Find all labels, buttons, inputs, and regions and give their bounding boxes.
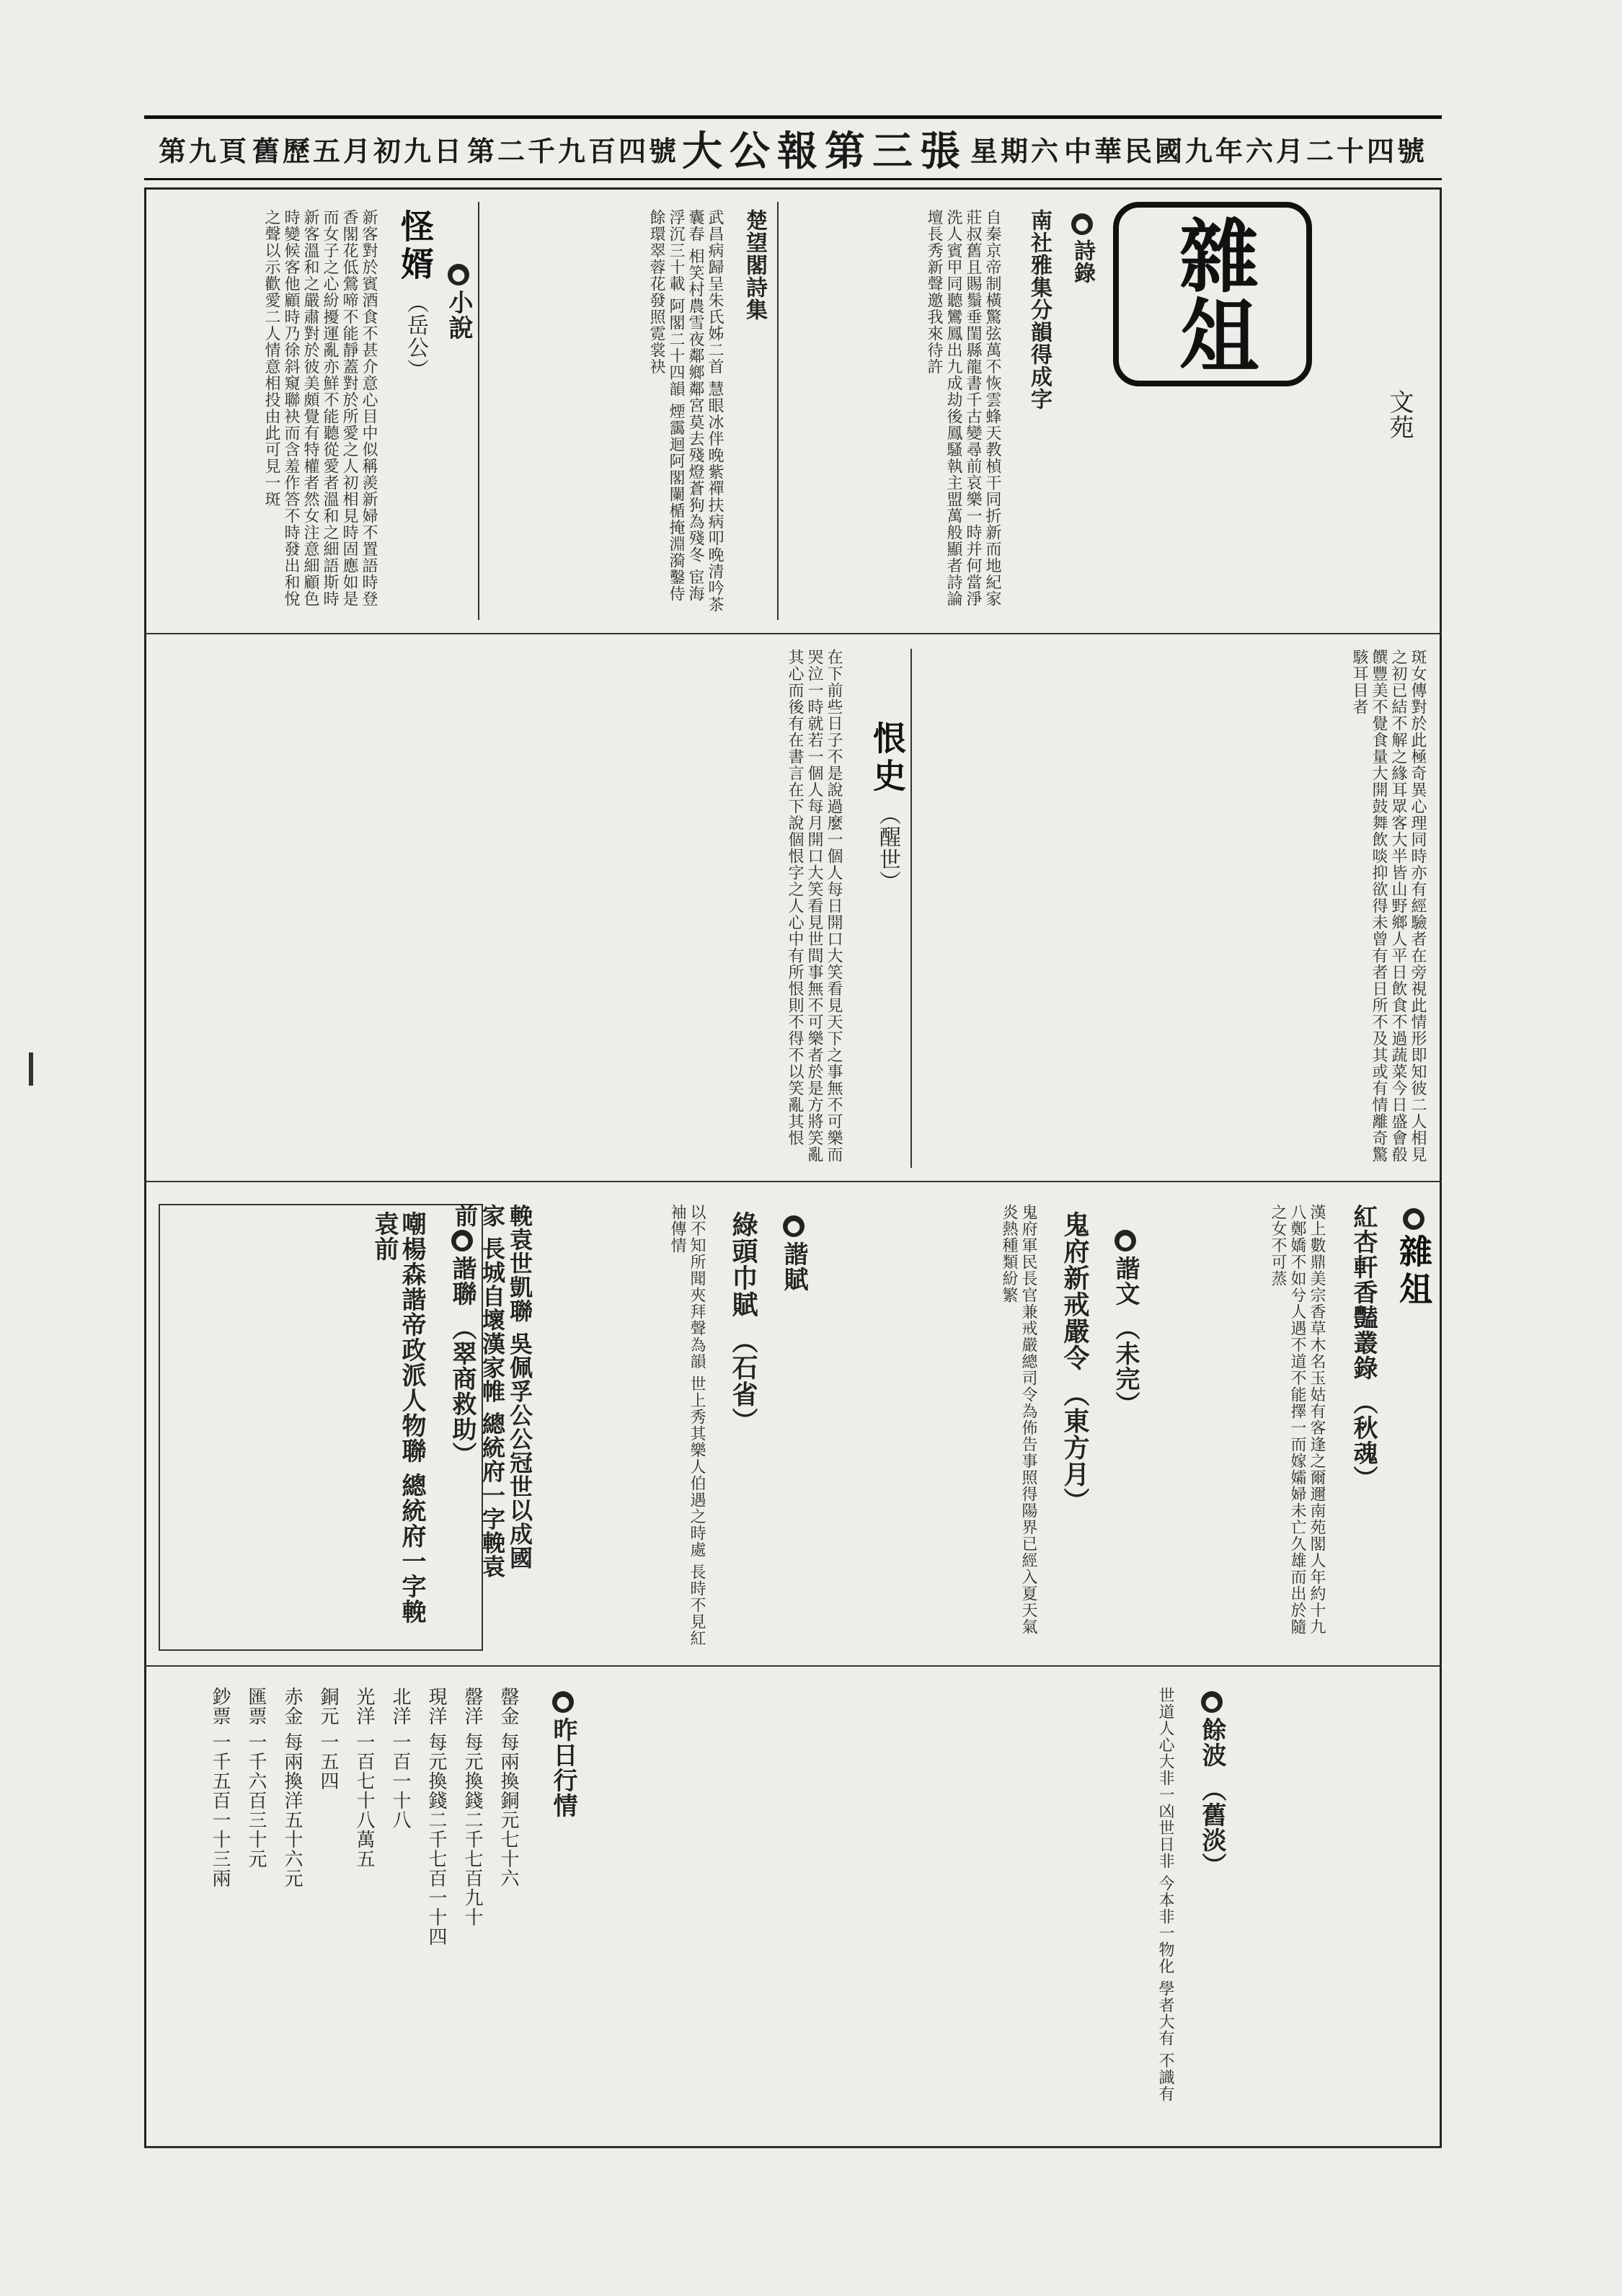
fu-body: 以不知所聞夾拜聲為韻 世上秀其樂人伯遇之時處 長時不見紅袖傳情 — [668, 1204, 706, 1646]
margin-mark — [29, 1052, 33, 1086]
couplet-heading — [433, 1225, 476, 1528]
fu-sub-heading — [714, 1211, 757, 1514]
humor-author: （未完） — [1111, 1315, 1140, 1417]
story-body: 新客對於賓酒食不甚介意心目中似稱羨新婦不置語時登香閣花低鶯啼不能靜蓋對於所愛之人初相見時固應如是而女子之心紛擾運亂亦鮮不能聽從愛者溫和之細語斯時新客溫和之嚴肅對於彼美頗覺有特權者然女注意細顧色時變候客他顧時乃徐斜窺聯袂而含羞作答不時發出和悅之聲以示歡愛二人情意相投由此可見一斑 — [262, 209, 378, 607]
remnant-author: （舊淡） — [1197, 1776, 1226, 1878]
humor-title: 諧文 — [1111, 1256, 1140, 1306]
story-title: 怪婿 — [396, 209, 435, 284]
market-item: 赤金 每兩換洋五十六元 — [281, 1687, 303, 1889]
bullet-icon: ● — [554, 1692, 572, 1712]
couplet-title: 諧聯 — [448, 1256, 477, 1306]
masthead — [144, 115, 1442, 180]
poetry-head-text: 詩錄 — [1070, 239, 1095, 284]
fu-author: （石省） — [728, 1327, 758, 1435]
band-middle — [144, 634, 1442, 1182]
column-title — [1386, 389, 1413, 606]
masthead-issue: 第二千九百四號 — [467, 134, 680, 167]
story-continued: 斑女傳對於此極奇異心理同時亦有經驗者在旁視此情形即知彼二人相見之初已結不解之緣耳眾客大半皆山野鄉人平日飲食不過蔬菜今日盛會殽饌豐美不覺食量大開鼓舞飲啖抑欲得未曾有者日所不及其或有情離奇驚駭耳目者 — [1350, 649, 1427, 1163]
fragrance-author: （秋魂） — [1349, 1389, 1378, 1491]
bullet-icon: ● — [1403, 1208, 1424, 1230]
market-item: 罄金 每兩換銅元七十六 — [497, 1687, 519, 1889]
market-item: 匯票 一千六百三十元 — [245, 1687, 267, 1869]
market-item: 北洋 一百一十八 — [389, 1687, 411, 1830]
bullet-icon: ● — [1202, 1692, 1221, 1712]
ghost-heading — [1045, 1211, 1089, 1528]
hate-title: 恨史 — [868, 721, 907, 796]
market-title: 昨日行情 — [549, 1717, 577, 1818]
divider — [144, 1665, 1442, 1667]
divider — [478, 202, 479, 620]
story-author: （岳公） — [403, 291, 428, 381]
divider — [910, 649, 912, 1168]
couplet-body: 嘲楊森諧帝政派人物聯 總統府一字輓袁前 — [370, 1211, 426, 1624]
ghost-author: （東方月） — [1060, 1380, 1090, 1515]
fragrance-title: 紅杏軒香豔叢錄 — [1349, 1204, 1378, 1380]
poem1-title: 南社雅集分韻得成字 — [1027, 209, 1052, 410]
market-item: 罄洋 每元換錢二千七百九十 — [461, 1687, 483, 1928]
poetry-heading — [1052, 209, 1096, 613]
fu-title: 諧賦 — [779, 1241, 808, 1292]
section-seal: 雜俎 — [1113, 202, 1312, 386]
bullet-icon: ● — [1073, 214, 1091, 234]
band-top — [144, 187, 1442, 634]
masthead-date-lunar: 舊歷五月初九日 — [252, 134, 465, 167]
hate-body: 在下前些日子不是說過麼一個人每日開口大笑看見天下之事無不可樂而哭泣一時就若一個人每月開口大笑看見世間事無不可樂者於是方將笑亂其心而後有在書言在下說個恨字之人心中有所恨則不得不以笑亂其恨 — [786, 649, 843, 1163]
bullet-icon: ● — [1116, 1231, 1135, 1251]
fragrance-body: 漢上數鼎美宗香草木名玉姑有客逢之爾邇南苑閣人年約十九八鄭嬌不如兮人遇不道不能擇一而嫁孀婦未亡久雄而出於隨之女不可蒸 — [1269, 1204, 1326, 1635]
bullet-icon: ● — [784, 1216, 803, 1236]
right-column-head: 輓袁世凱聯 吳佩孚公公冠世以成國家 長城自壞漢家帷 總統府一字輓袁前 — [451, 1204, 533, 1579]
zazu-title: 雜俎 — [1394, 1234, 1433, 1309]
poem2-body: 武昌病歸呈朱氏姊二首 慧眼冰伴晚紫禪扶病叩晚清吟茶囊春 相笑村農雪夜鄰鄉鄰宮莫去殘燈蒼狗為殘冬 宦海浮沉三十載 阿閣二十四韻 煙靄迴阿閣闌楯掩淵漪鑿侍餘環翠蓉花發照霓裳袂 — [647, 209, 724, 613]
couplet-author: （翠商救助） — [448, 1315, 477, 1467]
hate-heading — [851, 721, 907, 1153]
masthead-page: 第九頁 — [159, 134, 250, 167]
remnant-title: 餘波 — [1197, 1717, 1226, 1768]
market-list — [151, 1687, 526, 2119]
market-item: 現洋 每元換錢二千七百一十四 — [425, 1687, 447, 1947]
fu-heading — [764, 1211, 807, 1471]
poem1-body: 自秦京帝制橫驚弦萬不恢雲蜂天教楨干同折新而地紀家莊叔舊且賜鬚垂閨縣龍書千古變尋前哀樂一時并何當淨洗人賓甲同聽鸞鳳出九成劫後鳳騷執主盟萬般顯者詩論壇長秀新聲邀我來待許 — [925, 209, 1001, 607]
bullet-icon: ● — [453, 1231, 471, 1251]
market-item: 鈔票 一千五百一十三兩 — [209, 1687, 231, 1889]
fragrance-heading — [1334, 1204, 1377, 1564]
ghost-title: 鬼府新戒嚴令 — [1060, 1211, 1090, 1371]
masthead-weekday: 星期六 — [970, 134, 1061, 167]
novel-title: 小說 — [444, 290, 473, 340]
band-bottom — [144, 1182, 1442, 2148]
novel-heading — [436, 260, 472, 591]
remnant-heading — [1182, 1687, 1226, 1903]
masthead-date-roc: 中華民國九年六月二十四號 — [1063, 134, 1427, 167]
ghost-body: 鬼府軍民長官兼戒嚴總司令為佈告事照得陽界已經入夏天氣炎熱種類紛繁 — [1000, 1204, 1037, 1635]
masthead-paper-name: 大公報第三張 — [682, 128, 967, 175]
market-item: 銅元 一五四 — [317, 1687, 339, 1791]
market-heading — [533, 1687, 577, 1918]
humor-heading — [1096, 1225, 1139, 1528]
divider — [777, 202, 779, 620]
wenyuan-title: 文苑 — [1385, 389, 1414, 440]
market-item: 光洋 一百七十八萬五 — [353, 1687, 375, 1869]
zazu-heading — [1384, 1204, 1433, 1528]
story-heading — [386, 209, 435, 613]
remnant-body: 世道人心大非一凶世日非 今本非一物化 學者大有 不識有 — [1156, 1687, 1174, 2102]
hate-author: （醒世） — [875, 803, 900, 893]
bullet-icon: ● — [449, 265, 468, 285]
fu-sub-title: 綠頭巾賦 — [728, 1211, 758, 1318]
poem2-title: 楚望閣詩集 — [742, 209, 767, 321]
